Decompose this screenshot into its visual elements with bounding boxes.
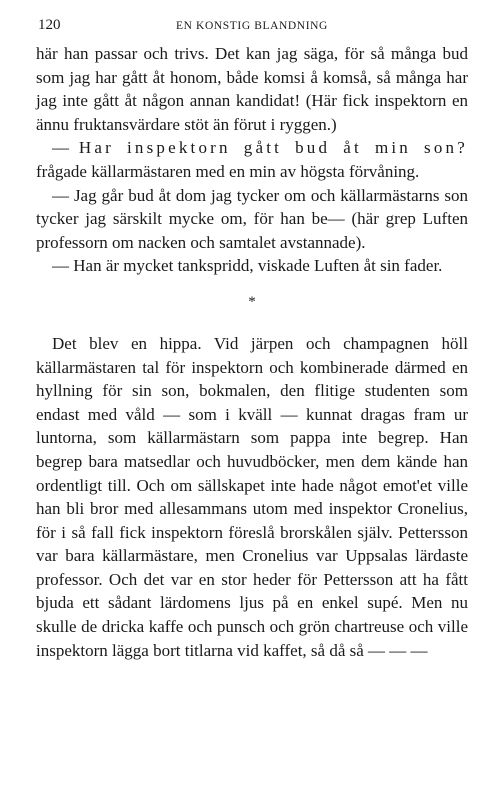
page-number: 120	[38, 17, 61, 33]
page-body	[36, 42, 468, 662]
paragraph-dialogue-luften: — Jag går bud åt dom jag tycker om och källarmästarns son tycker jag särskilt mycke om, för han be— (här grep Luften professorn om nacken och samtalet avstannade).	[36, 185, 468, 252]
paragraph-dialogue-whisper: — Han är mycket tankspridd, viskade Luften åt sin fader.	[52, 256, 443, 276]
section-divider: *	[248, 293, 256, 310]
paragraph-continued: här han passar och trivs. Det kan jag säga, för så många bud som jag har gått åt honom, både komsi å komså, så många har jag inte gått åt någon annan kandidat! (Här fick inspektorn en ännu fruktansvärdare stöt än förut i ryggen.)	[36, 44, 468, 134]
dialogue-rest: frågade källarmästaren med en min av högsta förvåning.	[36, 161, 420, 181]
paragraph-hippa: Det blev en hippa. Vid järpen och champagnen höll källarmästaren tal för inspektorn och kombinerade därmed en hyllning för sin son, bokmalen, den flitige studenten som endast med våld — som i kväll — kunnat dragas fram ur luntorna, som källarmästarn som pappa inte begrep. Han begrep bara matsedlar och huvudböcker, men dem kände han ordentligt till. Och om sällskapet inte hade något emot'et ville han bli bror med allesammans utom med inspektor Cronelius, för i så fall fick inspektorn föreslå brorskålen själv. Pettersson var bara källarmästare, men Cronelius var Uppsalas lärdaste professor. Och det var en stor heder för Pettersson att ha fått bjuda ett sådant lärdomens ljus på en enkel supé. Men nu skulle de dricka kaffe och punsch och grön chartreuse och ville inspektorn lägga bort titlarna vid kaffet, så då så — — —	[36, 333, 468, 660]
paragraph-dialogue-inspektorn	[36, 136, 468, 183]
page-header	[36, 14, 468, 36]
book-page	[36, 14, 468, 662]
running-title: EN KONSTIG BLANDNING	[176, 20, 328, 32]
spaced-emphasis: Har inspektorn gått bud åt min son?	[78, 138, 468, 158]
dialogue-dash: —	[52, 138, 79, 158]
